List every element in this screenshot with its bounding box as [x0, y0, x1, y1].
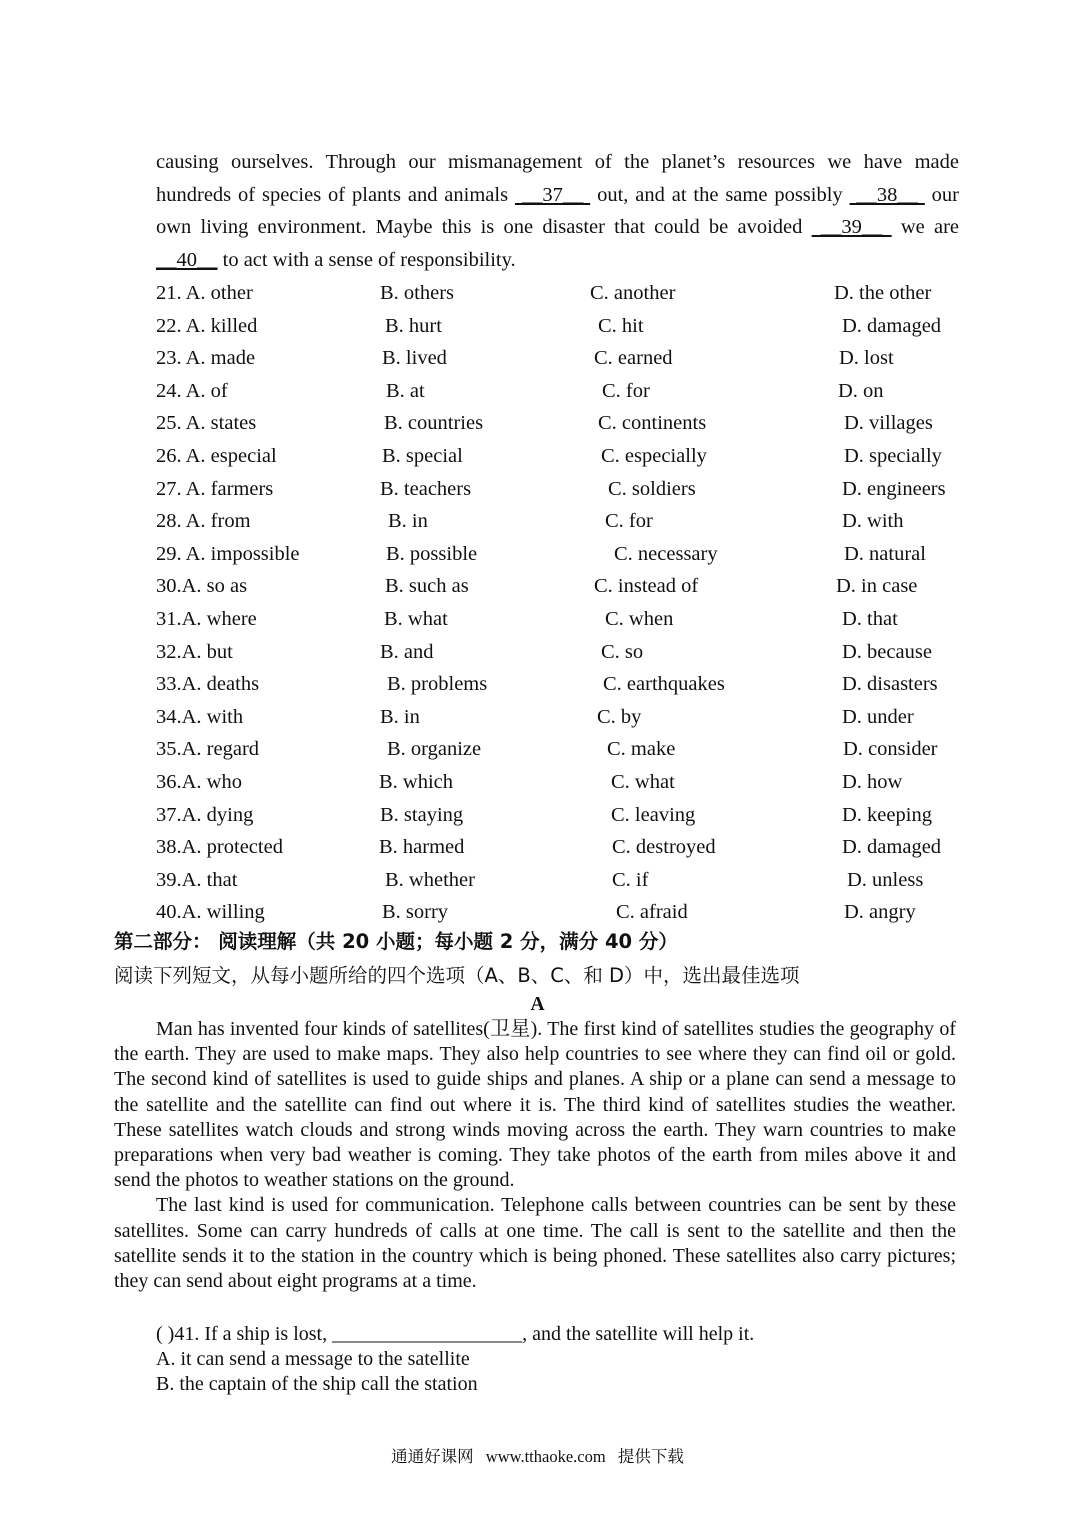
option-b: B. sorry — [382, 901, 449, 924]
option-c: C. leaving — [611, 803, 696, 826]
footer-download: 提供下载 — [617, 1447, 684, 1466]
cloze-text: out, and at the same possibly — [590, 183, 850, 206]
option-c: C. earthquakes — [603, 673, 725, 696]
option-row — [156, 407, 976, 440]
option-a: 32.A. but — [156, 640, 233, 663]
option-a: 29. A. impossible — [156, 542, 300, 565]
option-a: 26. A. especial — [156, 444, 277, 467]
option-b: B. possible — [386, 542, 478, 565]
option-b: B. problems — [387, 673, 488, 696]
option-row — [156, 277, 976, 310]
option-row — [156, 831, 976, 864]
option-d: D. natural — [844, 542, 926, 565]
option-b: B. staying — [380, 803, 464, 826]
option-d: D. because — [842, 640, 932, 663]
option-row — [156, 766, 976, 799]
option-d: D. engineers — [842, 477, 946, 500]
cloze-line — [156, 146, 959, 179]
option-b: B. countries — [384, 412, 484, 435]
blank-38: __38__ — [849, 183, 925, 206]
passage-paragraph: The last kind is used for communication. Telephone calls between countries can be sent by these satellites. Some can carry hundreds of calls at one time. The call is sent to the satellite and then the satellite sends it to the station in the country which is being phoned. These satellites also carry pictures; they can send about eight programs at a time. — [114, 1194, 956, 1293]
option-b: B. others — [380, 282, 455, 304]
option-b: B. lived — [382, 347, 447, 370]
cloze-line — [156, 211, 959, 244]
cloze-passage — [156, 146, 959, 277]
cloze-text: causing ourselves. Through our mismanagement of the planet’s resources we have made — [156, 151, 959, 173]
section-instruction: 阅读下列短文，从每小题所给的四个选项（A、B、C、和 D）中，选出最佳选项 — [114, 964, 800, 987]
option-c: C. another — [590, 282, 676, 304]
option-d: D. disasters — [842, 673, 938, 696]
option-a: 39.A. that — [156, 868, 238, 891]
option-d: D. damaged — [842, 836, 942, 859]
option-row — [156, 570, 976, 603]
option-row — [156, 473, 976, 506]
option-a: 21. A. other — [156, 282, 253, 304]
option-b: B. organize — [387, 738, 482, 761]
option-c: C. continents — [598, 412, 707, 435]
option-c: C. especially — [601, 444, 707, 467]
option-d: D. under — [842, 705, 914, 728]
option-row — [156, 733, 976, 766]
option-c: C. instead of — [594, 575, 699, 598]
option-b: B. the captain of the ship call the station — [156, 1373, 478, 1395]
option-c: C. for — [605, 510, 653, 533]
footer-url: www.tthaoke.com — [485, 1447, 606, 1466]
option-c: C. for — [602, 379, 650, 402]
passage-paragraph: Man has invented four kinds of satellites(卫星). The first kind of satellites studies the geography of the earth. They are used to make maps. They also help countries to see where they can find oil or gold. The second kind of satellites is used to guide ships and planes. A ship or a plane can send a message to the satellite and the satellite can find out where it is. The third kind of satellites studies the weather. These satellites watch clouds and strong winds moving across the earth. They warn countries to make preparations when very bad weather is coming. They take photos of the earth from miles above it and send the photos to weather stations on the ground. — [114, 1018, 956, 1192]
option-b: B. at — [386, 379, 425, 402]
option-row — [156, 342, 976, 375]
option-c: C. by — [597, 705, 642, 728]
option-a: 33.A. deaths — [156, 673, 260, 696]
option-c: C. earned — [594, 347, 673, 370]
option-d: D. that — [842, 607, 898, 630]
option-row — [156, 440, 976, 473]
option-d: D. angry — [844, 901, 916, 924]
cloze-line — [156, 244, 959, 277]
passage-title: A — [530, 994, 545, 1015]
option-b: B. harmed — [379, 836, 465, 859]
option-d: D. unless — [847, 868, 924, 891]
cloze-text: our — [924, 183, 959, 206]
option-c: C. when — [605, 607, 674, 630]
option-row — [156, 864, 976, 897]
question-41 — [156, 1322, 754, 1397]
option-b: B. in — [388, 510, 428, 533]
option-b: B. hurt — [385, 314, 442, 337]
footer-site-name: 通通好课网 — [391, 1447, 474, 1466]
option-a: 36.A. who — [156, 770, 242, 793]
option-b: B. teachers — [380, 477, 472, 500]
option-b: B. in — [380, 705, 420, 728]
option-b: B. which — [379, 770, 454, 793]
option-row — [156, 668, 976, 701]
option-a: 28. A. from — [156, 510, 251, 533]
option-a: A. it can send a message to the satellite — [156, 1348, 470, 1370]
cloze-line — [156, 179, 959, 212]
option-row — [156, 538, 976, 571]
option-d: D. how — [842, 770, 903, 793]
option-c: C. if — [612, 868, 649, 891]
option-b: B. what — [384, 607, 448, 630]
option-c: C. destroyed — [612, 836, 716, 859]
cloze-options-list — [156, 277, 976, 929]
option-a: 37.A. dying — [156, 803, 254, 826]
cloze-text: own living environment. Maybe this is one disaster that could be avoided — [156, 216, 812, 239]
option-a: 35.A. regard — [156, 738, 260, 761]
option-d: D. damaged — [842, 314, 942, 337]
option-b: B. special — [382, 444, 463, 467]
option-b: B. and — [380, 640, 434, 663]
option-row — [156, 636, 976, 669]
blank-37: __37__ — [514, 183, 591, 206]
cloze-text: we are — [891, 216, 960, 239]
option-a: 38.A. protected — [156, 836, 283, 859]
option-row — [156, 603, 976, 636]
option-a: 40.A. willing — [156, 901, 265, 924]
option-d: D. keeping — [842, 803, 932, 826]
option-row — [156, 799, 976, 832]
option-a: 27. A. farmers — [156, 477, 274, 500]
option-c: C. soldiers — [608, 477, 696, 500]
blank-39: __39__ — [811, 216, 892, 239]
option-c: C. afraid — [616, 901, 688, 924]
blank-40: __40__ — [156, 249, 218, 272]
option-d: D. villages — [844, 412, 933, 435]
option-d: D. in case — [836, 575, 918, 598]
option-d: D. lost — [839, 347, 894, 370]
option-a: 23. A. made — [156, 347, 256, 370]
option-b: B. such as — [385, 575, 469, 598]
option-d: D. with — [842, 510, 904, 533]
option-a: 31.A. where — [156, 607, 257, 630]
option-c: C. so — [601, 640, 644, 663]
question-stem: ( )41. If a ship is lost, ___________________, and the satellite will help it. — [156, 1323, 755, 1345]
reading-passage — [114, 1017, 956, 1294]
option-b: B. whether — [385, 868, 475, 891]
option-a: 22. A. killed — [156, 314, 258, 337]
option-a: 24. A. of — [156, 379, 228, 402]
page-footer — [0, 1446, 1075, 1468]
option-row — [156, 896, 976, 929]
option-row — [156, 505, 976, 538]
option-d: D. on — [838, 379, 884, 402]
option-d: D. the other — [834, 282, 932, 304]
option-d: D. specially — [844, 444, 942, 467]
section-heading: 第二部分： 阅读理解（共 20 小题；每小题 2 分，满分 40 分） — [114, 930, 678, 953]
option-a: 30.A. so as — [156, 575, 248, 598]
option-row — [156, 701, 976, 734]
option-row — [156, 310, 976, 343]
cloze-text: to act with a sense of responsibility. — [217, 249, 516, 272]
option-c: C. make — [607, 738, 676, 761]
option-c: C. what — [611, 770, 675, 793]
option-row — [156, 375, 976, 408]
option-c: C. necessary — [614, 542, 718, 565]
option-c: C. hit — [598, 314, 644, 337]
option-a: 25. A. states — [156, 412, 257, 435]
option-d: D. consider — [843, 738, 938, 761]
cloze-text: hundreds of species of plants and animals — [156, 183, 515, 206]
option-a: 34.A. with — [156, 705, 244, 728]
